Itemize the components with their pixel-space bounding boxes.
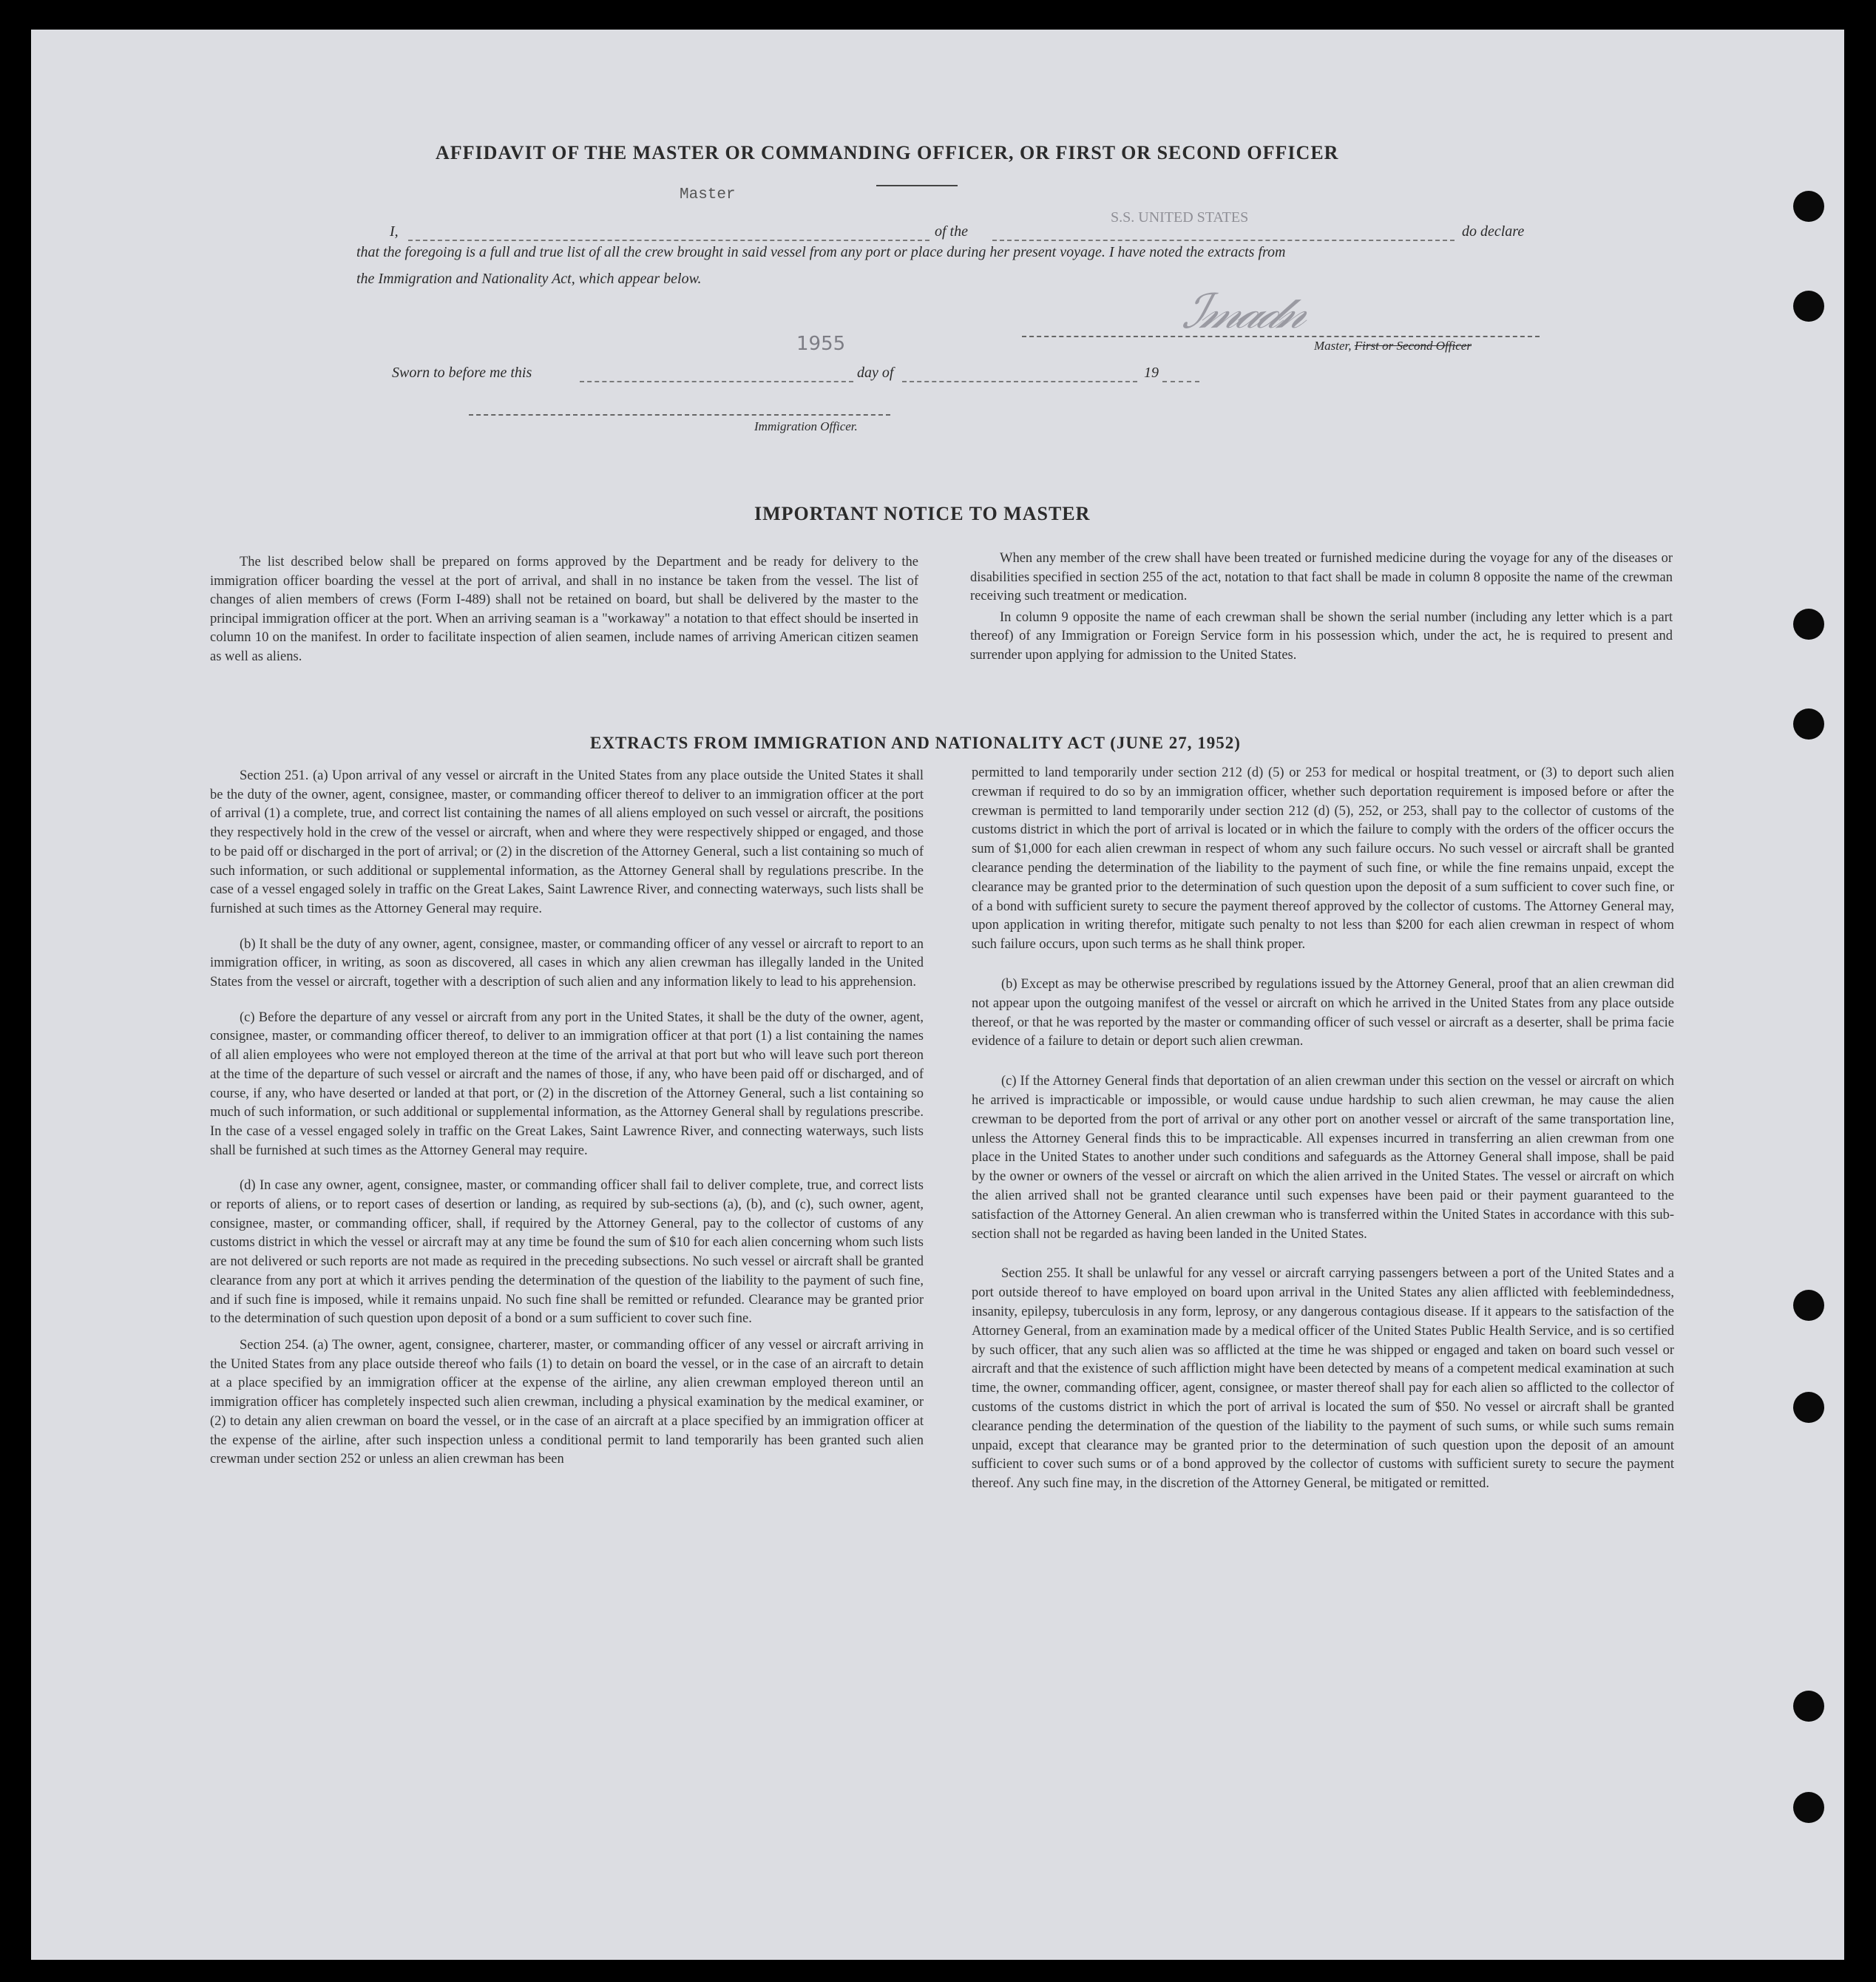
sworn-label: Sworn to before me this xyxy=(392,365,532,381)
day-of-label: day of xyxy=(857,365,894,381)
section-251-b: (b) It shall be the duty of any owner, agent, consignee, master, or commanding officer of any vessel or aircraft to report to an immigration officer, in writing, as soon as discovered, all cases in which any alien crewman has illegally landed in the United States from the vessel or aircraft, together with a description of such alien and any information likely to lead to his apprehension. xyxy=(210,936,924,990)
punch-hole xyxy=(1793,609,1824,640)
year-prefix: 19 xyxy=(1144,365,1159,381)
vessel-name-stamp: S.S. UNITED STATES xyxy=(1111,209,1249,226)
signature-caption xyxy=(1314,339,1472,354)
punch-hole xyxy=(1793,191,1824,222)
extracts-title: EXTRACTS FROM IMMIGRATION AND NATIONALITY ACT (JUNE 27, 1952) xyxy=(590,734,1241,752)
punch-hole xyxy=(1793,1392,1824,1423)
officer-signature-line xyxy=(469,414,890,416)
document-sheet xyxy=(31,30,1844,1960)
declaration-body-line1: that the foregoing is a full and true list of all the crew brought in said vessel from any port or place during her present voyage. I have noted the extracts from xyxy=(356,244,1286,260)
punch-hole xyxy=(1793,1792,1824,1823)
caption-struck: First or Second Officer xyxy=(1354,339,1472,353)
section-255: Section 255. It shall be unlawful for any vessel or aircraft carrying passengers between a port of the United States and a port outside thereof to have employed on board upon arrival in the United States any alien afflicted with feeblemindedness, insanity, epilepsy, tuberculosis in any form, leprosy, or any dangerous contagious disease. If it appears to the satisfaction of the Attorney General, from an examination made by a medical officer of the United States Public Health Service, and is so certified by such officer, that any such alien was so afflicted at the time he was shipped or engaged and taken on board such vessel or aircraft and that the existence of such affliction might have been detected by means of a competent medical examination at such time, the owner, commanding officer, agent, consignee, or master thereof shall pay for each alien so afflicted to the collector of customs of the customs district in which the port of arrival is located the sum of $50. No vessel or aircraft shall be granted clearance pending the determination of the question of the liability to the payment of such sums, or while such sums remain unpaid, except that clearance may be granted prior to the determination of such question upon the deposit of an amount sufficient to cover such sums or of a bond approved by the collector of customs with sufficient surety to secure the payment thereof. Any such fine may, in the discretion of the Attorney General, be mitigated or remitted. xyxy=(972,1266,1674,1492)
punch-hole xyxy=(1793,708,1824,740)
officer-caption: Immigration Officer. xyxy=(754,419,858,433)
section-254-a: Section 254. (a) The owner, agent, consignee, charterer, master, or commanding officer of any vessel or aircraft arriving in the United States from any place outside thereof who fails (1) to detain on board the vessel, or in the case of an aircraft to detain at a place specified by an immigration officer at the expense of the airline, any alien crewman employed thereon until an immigration officer has completely inspected such alien crewman, including a physical examination by the medical examiner, or (2) to detain any alien crewman on board the vessel, or in the case of an aircraft at a place specified by an immigration officer at the expense of the airline, after such inspection unless a conditional permit to land temporarily has been granted such alien crewman under section 252 or unless an alien crewman has been xyxy=(210,1337,924,1467)
section-251-d: (d) In case any owner, agent, consignee, master, or commanding officer shall fail to deliver complete, true, and correct lists or reports of aliens, or to report cases of desertion or landing, as required by sub-sections (a), (b), and (c), such owner, agent, consignee, master, or commanding officer, shall, if required by the Attorney General, pay to the collector of customs of any customs district in which the vessel or aircraft may at any time be found the sum of $10 for each alien concerning whom such lists are not delivered or such reports are not made as required in the preceding subsections. No such vessel or aircraft shall be granted clearance from any port at which it arrives pending the determination of the question of the liability to the payment of such fine, and if such fine is imposed, while it remains unpaid. No such fine shall be remitted or refunded. Clearance may be granted prior to the determination of such question upon deposit of a bond or a sum sufficient to cover such fine. xyxy=(210,1178,924,1327)
punch-hole xyxy=(1793,291,1824,322)
name-line xyxy=(408,240,929,241)
declaration-prefix: I, xyxy=(390,223,399,240)
do-declare-label: do declare xyxy=(1462,223,1525,240)
extracts-left-column xyxy=(210,767,924,1477)
notice-left-column xyxy=(210,553,918,666)
affidavit-title: AFFIDAVIT OF THE MASTER OR COMMANDING OFFICER, OR FIRST OR SECOND OFFICER xyxy=(436,142,1339,163)
extracts-right-column xyxy=(972,764,1674,1501)
punch-hole xyxy=(1793,1691,1824,1722)
notice-left-paragraph: The list described below shall be prepared on forms approved by the Department and be ready for delivery to the immigration officer boarding the vessel at the port of arrival, and shall in no instance be taken from the vessel. The list of changes of alien members of crews (Form I-489) shall not be retained on board, but shall be delivered by the master to the principal immigration officer at the port. When an arriving seaman is a "workaway" a notation to that effect should be inserted in column 10 on the manifest. In order to facilitate inspection of alien seamen, include names of arriving American citizen seamen as well as aliens. xyxy=(210,555,918,664)
caption-master: Master, xyxy=(1314,339,1352,353)
signature-line xyxy=(1022,336,1540,337)
section-254-a-continued: permitted to land temporarily under section 212 (d) (5) or 253 for medical or hospital treatment, or (3) to deport such alien crewman if required to do so by an immigration officer, whether such deportation requirement is imposed before or after the crewman is permitted to land temporarily under section 212 (d) (5), 252, or 253, shall pay to the collector of customs of the customs district in which the port of arrival is located or in which the failure to comply with the orders of the officer occurs the sum of $1,000 for each alien crewman in respect of whom any such failure occurs. No such vessel or aircraft shall be granted clearance pending the determination of the liability to the payment of such fine, or while the fine remains unpaid, except the clearance may be granted prior to the determination of such question upon the deposit of a sum sufficient to cover such fine, or of a bond with sufficient surety to secure the payment thereof approved by the collector of customs. The Attorney General may, upon application in writing therefor, mitigate such penalty to not less than $200 for each alien crewman in respect of whom such failure occurs, upon such terms as he shall think proper. xyxy=(972,765,1674,953)
notice-right-paragraph-1: When any member of the crew shall have been treated or furnished medicine during the voyage for any of the diseases or disabilities specified in section 255 of the act, notation to that fact shall be made in column 8 opposite the name of the crewman receiving such treatment or medication. xyxy=(970,551,1673,603)
declaration-body-line2: the Immigration and Nationality Act, which appear below. xyxy=(356,271,702,287)
notice-right-paragraph-2: In column 9 opposite the name of each crewman shall be shown the serial number (including any letter which is a part thereof) of any Immigration or Foreign Service form in his possession which, under the act, he is required to present and surrender upon applying for admission to the United States. xyxy=(970,609,1673,663)
section-251-a: Section 251. (a) Upon arrival of any vessel or aircraft in the United States from any place outside the United States it shall be the duty of the owner, agent, consignee, master, or commanding officer thereof to deliver to an immigration officer at the port of arrival (1) a complete, true, and correct list containing the names of all aliens employed on such vessel or aircraft, the positions they respectively hold in the crew of the vessel or aircraft, when and where they were respectively shipped or engaged, and those to be paid off or discharged in the port of arrival; or (2) in the discretion of the Attorney General, such a list containing so much of such information, or such additional or supplemental information, as the Attorney General shall by regulations prescribe. In the case of a vessel engaged solely in traffic on the Great Lakes, Saint Lawrence River, and connecting waterways, such lists shall be furnished at such times as the Attorney General may require. xyxy=(210,768,924,916)
of-the-label: of the xyxy=(935,223,968,240)
master-signature: ℐ𝓂𝒶𝒹𝓃 xyxy=(1177,285,1312,339)
handwritten-name: Master xyxy=(680,186,736,203)
title-underline xyxy=(876,185,958,186)
date-stamp-year: 1955 xyxy=(796,333,846,355)
section-254-c: (c) If the Attorney General finds that deportation of an alien crewman under this section on the vessel or aircraft on which he arrived is impracticable or impossible, or would cause undue hardship to such alien crewman, he may cause the alien crewman to be deported from the port of arrival or any other port on another vessel or aircraft of the same transportation line, unless the Attorney General finds this to be impracticable. All expenses incurred in transferring an alien crewman from one place in the United States to another under such conditions and safeguards as the Attorney General shall impose, shall be paid by the owner or owners of the vessel or aircraft on which the alien arrived in the United States. The vessel or aircraft on which the alien arrived shall not be granted clearance until such expenses have been paid or their payment guaranteed to the satisfaction of the Attorney General. An alien crewman who is transferred within the United States in accordance with this sub-section shall not be regarded as having been landed in the United States. xyxy=(972,1074,1674,1242)
notice-title: IMPORTANT NOTICE TO MASTER xyxy=(754,503,1091,524)
sworn-year-line xyxy=(1162,381,1199,382)
vessel-line xyxy=(992,240,1455,241)
section-254-b: (b) Except as may be otherwise prescribed by regulations issued by the Attorney General, proof that an alien crewman did not appear upon the outgoing manifest of the vessel or aircraft on which he arrived in the United States from any place outside thereof, or that he was reported by the master or commanding officer of such vessel or aircraft as a deserter, shall be prima facie evidence of a failure to detain or deport such alien crewman. xyxy=(972,976,1674,1049)
section-251-c: (c) Before the departure of any vessel or aircraft from any port in the United States, it shall be the duty of the owner, agent, consignee, master, or commanding officer thereof, to deliver to an immigration officer at that port (1) a list containing the names of all alien employees who were not employed thereon at the time of the arrival at that port but who will leave such port thereon at the time of the departure of such vessel or aircraft and the names of those, if any, who have been paid off or discharged, and of course, if any, who have deserted or landed at that port, or (2) in the discretion of the Attorney General, such a list containing so much of such information, or such additional or supplemental information, as the Attorney General shall by regulations prescribe. In the case of a vessel engaged solely in traffic on the Great Lakes, Saint Lawrence River, and connecting waterways, such lists shall be furnished at such times as the Attorney General may require. xyxy=(210,1009,924,1158)
punch-hole xyxy=(1793,1290,1824,1321)
notice-right-column xyxy=(970,549,1673,665)
sworn-month-line xyxy=(902,381,1137,382)
sworn-day-line xyxy=(580,381,853,382)
